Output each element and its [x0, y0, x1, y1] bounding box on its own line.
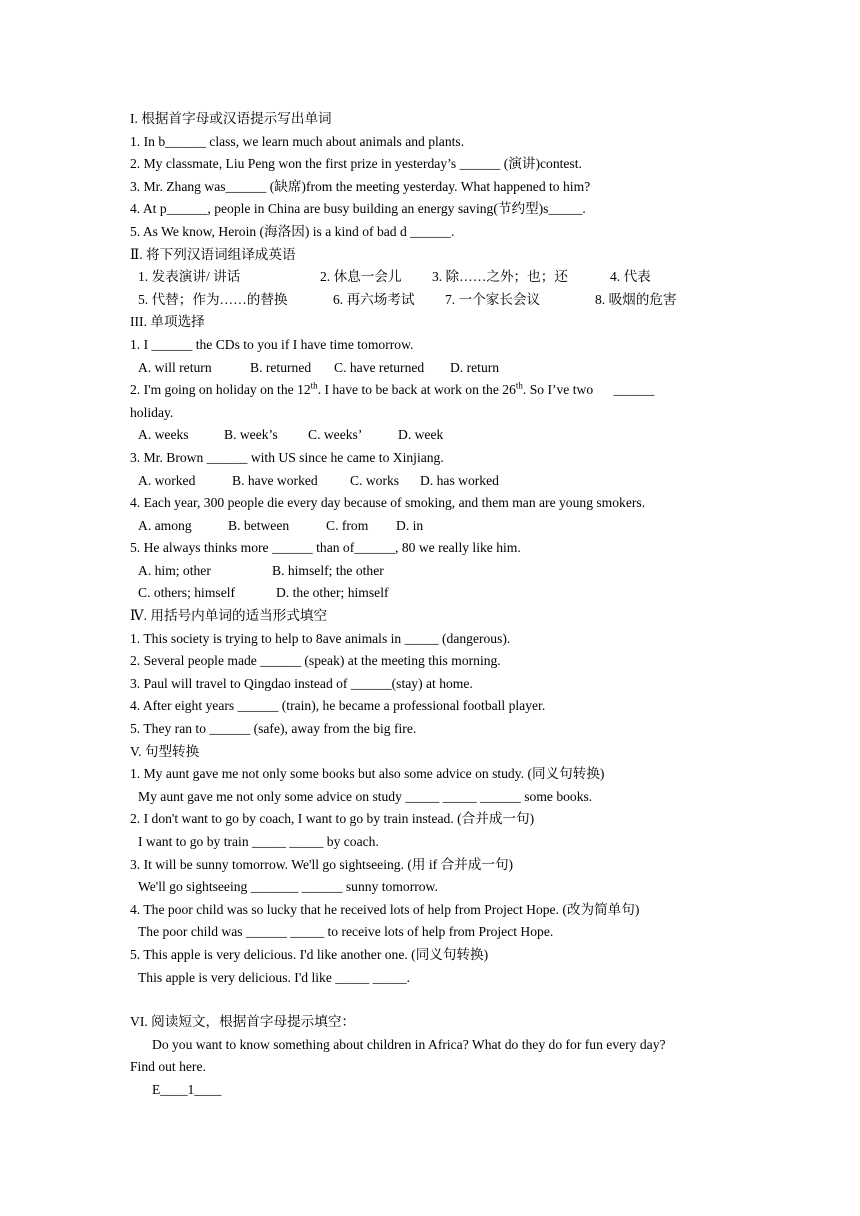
s5-item-4-question: 4. The poor child was so lucky that he received lots of help from Project Hope. (改为简单句) — [130, 901, 640, 917]
s2-phrase-6: 6. 再六场考试 — [333, 291, 415, 307]
s3-q2-text-a: 2. I'm going on holiday on the 12 — [130, 382, 311, 398]
s3-q4-opt-a: A. among — [138, 517, 192, 533]
section-5-heading: V. 句型转换 — [130, 743, 200, 759]
s5-item-3-question: 3. It will be sunny tomorrow. We'll go sightseeing. (用 if 合并成一句) — [130, 856, 514, 872]
s1-item-2: 2. My classmate, Liu Peng won the first prize in yesterday’s ______ (演讲)contest. — [130, 156, 582, 172]
s3-q2-stem-cont: holiday. — [130, 404, 174, 420]
section-1-heading: I. 根据首字母或汉语提示写出单词 — [130, 111, 332, 126]
s2-phrase-3: 3. 除……之外；也；还 — [432, 269, 568, 285]
s5-item-2-question: 2. I don't want to go by coach, I want to go by train instead. (合并成一句) — [130, 811, 535, 827]
s3-q4-opt-b: B. between — [228, 517, 290, 533]
worksheet-content — [130, 108, 735, 1102]
s4-item-4: 4. After eight years ______ (train), he became a professional football player. — [130, 698, 546, 714]
s3-q4-opt-c: C. from — [326, 517, 369, 533]
s2-row-1 — [130, 266, 735, 289]
s3-q5-opt-d: D. the other; himself — [276, 585, 389, 601]
s5-item-5-question: 5. This apple is very delicious. I'd like another one. (同义句转换) — [130, 946, 489, 962]
s3-q3-options — [130, 470, 735, 493]
s3-q1-opt-b: B. returned — [250, 359, 312, 375]
s1-item-5: 5. As We know, Heroin (海洛因) is a kind of bad d ______. — [130, 223, 455, 239]
s1-item-1: 1. In b______ class, we learn much about animals and plants. — [130, 133, 465, 149]
s1-item-4: 4. At p______, people in China are busy building an energy saving(节约型)s_____. — [130, 201, 586, 217]
s5-item-4-answer: The poor child was ______ _____ to receive lots of help from Project Hope. — [138, 924, 554, 940]
s3-q5-options-2 — [130, 582, 735, 605]
s5-item-2-answer: I want to go by train _____ _____ by coach. — [138, 834, 379, 849]
s5-item-1-question: 1. My aunt gave me not only some books but also some advice on study. (同义句转换) — [130, 766, 605, 782]
s2-row-2 — [130, 289, 735, 312]
s3-q2-opt-b: B. week’s — [224, 427, 278, 443]
s1-item-3: 3. Mr. Zhang was______ (缺席)from the meeting yesterday. What happened to him? — [130, 178, 591, 194]
s3-q1-stem: 1. I ______ the CDs to you if I have time tomorrow. — [130, 336, 414, 352]
s3-q3-opt-c: C. works — [350, 472, 400, 488]
s5-item-5-answer: This apple is very delicious. I'd like _____ _____. — [138, 969, 411, 985]
s3-q2-sup-b: th — [515, 380, 523, 391]
s3-q5-opt-b: B. himself; the other — [272, 562, 384, 578]
s3-q2-text-c: . So I’ve two ______ — [522, 382, 655, 398]
s6-passage-title: E____1____ — [152, 1081, 222, 1097]
section-4-heading: Ⅳ. 用括号内单词的适当形式填空 — [130, 608, 328, 624]
s4-item-2: 2. Several people made ______ (speak) at the meeting this morning. — [130, 653, 501, 669]
s2-phrase-1: 1. 发表演讲/ 讲话 — [138, 269, 241, 285]
s4-item-1: 1. This society is trying to help to 8ave animals in _____ (dangerous). — [130, 630, 511, 646]
s3-q5-options-1 — [130, 560, 735, 583]
s5-item-1-answer: My aunt gave me not only some advice on study _____ _____ ______ some books. — [138, 788, 593, 804]
s3-q3-opt-b: B. have worked — [232, 472, 318, 488]
s3-q2-text-b: . I have to be back at work on the 26 — [317, 382, 516, 398]
s5-item-3-answer: We'll go sightseeing _______ ______ sunny tomorrow. — [138, 879, 438, 895]
s3-q5-stem: 5. He always thinks more ______ than of______, 80 we really like him. — [130, 540, 521, 556]
s3-q2-opt-a: A. weeks — [138, 427, 189, 443]
s3-q4-options — [130, 515, 735, 538]
section-3-heading: III. 单项选择 — [130, 314, 205, 330]
s3-q5-opt-c: C. others; himself — [138, 585, 236, 601]
s3-q1-opt-d: D. return — [450, 359, 500, 375]
s3-q3-opt-d: D. has worked — [420, 472, 499, 488]
s2-phrase-2: 2. 休息一会儿 — [320, 269, 402, 285]
s3-q3-opt-a: A. worked — [138, 472, 196, 488]
s3-q2-stem — [130, 379, 735, 402]
s2-phrase-5: 5. 代替；作为……的替换 — [138, 291, 288, 307]
section-6-heading: VI. 阅读短文，根据首字母提示填空： — [130, 1014, 356, 1030]
s3-q2-options — [130, 424, 735, 447]
s3-q2-sup-a: th — [310, 380, 318, 391]
s3-q3-stem: 3. Mr. Brown ______ with US since he came to Xinjiang. — [130, 449, 444, 465]
s3-q1-options — [130, 357, 735, 380]
section-2-heading: Ⅱ. 将下列汉语词组译成英语 — [130, 246, 296, 262]
s2-phrase-8: 8. 吸烟的危害 — [595, 291, 677, 307]
s3-q1-opt-a: A. will return — [138, 359, 212, 375]
s3-q2-opt-c: C. weeks’ — [308, 427, 363, 443]
s6-paragraph-line-1: Do you want to know something about children in Africa? What do they do for fun every day? — [152, 1036, 666, 1052]
s4-item-5: 5. They ran to ______ (safe), away from the big fire. — [130, 721, 417, 737]
blank-line — [130, 989, 735, 1011]
s3-q2-opt-d: D. week — [398, 427, 444, 443]
s4-item-3: 3. Paul will travel to Qingdao instead of ______(stay) at home. — [130, 675, 473, 691]
s3-q4-stem: 4. Each year, 300 people die every day because of smoking, and them man are young smokers. — [130, 495, 646, 511]
s2-phrase-4: 4. 代表 — [610, 269, 651, 285]
s3-q4-opt-d: D. in — [396, 517, 424, 533]
s6-paragraph-line-2: Find out here. — [130, 1059, 206, 1075]
s3-q1-opt-c: C. have returned — [334, 359, 425, 375]
s2-phrase-7: 7. 一个家长会议 — [445, 291, 541, 307]
s3-q5-opt-a: A. him; other — [138, 562, 211, 578]
